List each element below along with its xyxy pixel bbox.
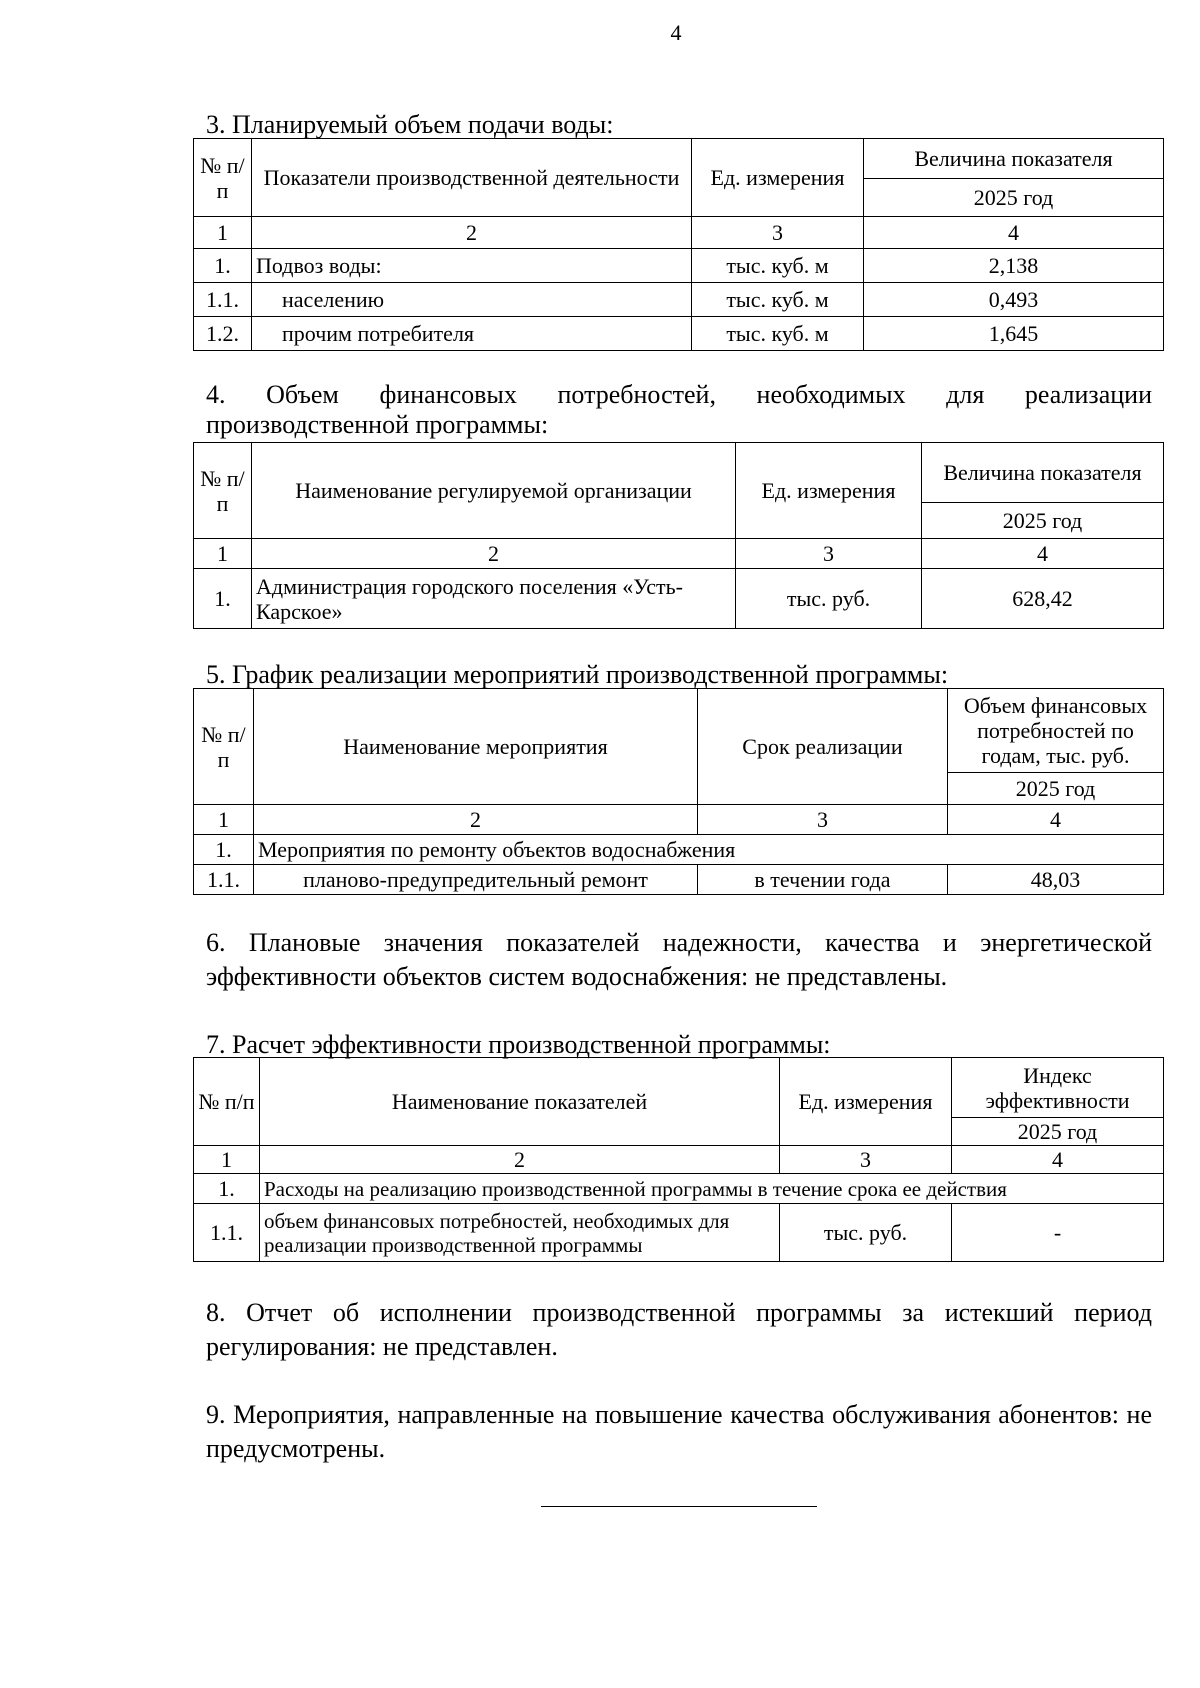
col-number: 3 xyxy=(780,1146,952,1174)
group-row-name: Мероприятия по ремонту объектов водоснабжения xyxy=(254,835,1164,865)
row-name: прочим потребителя xyxy=(252,317,692,351)
header-year: 2025 год xyxy=(922,503,1164,539)
row-name: планово-предупредительный ремонт xyxy=(254,865,698,895)
row-num: 1. xyxy=(194,835,254,865)
section5-heading: 5. График реализации мероприятий производственной программы: xyxy=(206,660,949,689)
header-value: Объем финансовых потребностей по годам, тыс. руб. xyxy=(948,689,1164,773)
table-row xyxy=(194,1204,1164,1262)
row-unit: тыс. руб. xyxy=(736,569,922,629)
row-num: 1. xyxy=(194,569,252,629)
row-num: 1.2. xyxy=(194,317,252,351)
col-number: 4 xyxy=(952,1146,1164,1174)
header-value: Индекс эффективности xyxy=(952,1058,1164,1118)
header-year: 2025 год xyxy=(948,773,1164,805)
section8-text: 8. Отчет об исполнении производственной программы за истекший период регулирования: не представлен. xyxy=(206,1298,1152,1361)
heading-word: реализации xyxy=(1024,380,1152,409)
section4-heading-line2: производственной программы: xyxy=(206,410,549,439)
efficiency-table xyxy=(193,1057,1164,1262)
table-row xyxy=(194,835,1164,865)
header-num: № п/п xyxy=(194,443,252,539)
col-number: 2 xyxy=(252,539,736,569)
row-unit: тыс. куб. м xyxy=(692,283,864,317)
row-num: 1.1. xyxy=(194,1204,260,1262)
table-row xyxy=(194,1174,1164,1204)
section4-heading xyxy=(206,380,1152,440)
table-row xyxy=(194,249,1164,283)
col-number: 2 xyxy=(254,805,698,835)
row-value: 48,03 xyxy=(948,865,1164,895)
table-row xyxy=(194,283,1164,317)
page-number: 4 xyxy=(670,20,682,45)
row-unit: тыс. куб. м xyxy=(692,249,864,283)
row-term: в течении года xyxy=(698,865,948,895)
row-value: 628,42 xyxy=(922,569,1164,629)
row-value: 2,138 xyxy=(864,249,1164,283)
header-num: № п/п xyxy=(194,1058,260,1146)
heading-word: необходимых xyxy=(756,380,906,409)
section6-text: 6. Плановые значения показателей надежности, качества и энергетической эффективности объектов систем водоснабжения: не представлены. xyxy=(206,928,1152,991)
table-row xyxy=(194,317,1164,351)
header-name: Наименование регулируемой организации xyxy=(252,443,736,539)
col-number: 3 xyxy=(736,539,922,569)
group-row-name: Расходы на реализацию производственной программы в течение срока ее действия xyxy=(260,1174,1164,1204)
col-number: 4 xyxy=(948,805,1164,835)
header-unit: Ед. измерения xyxy=(736,443,922,539)
row-num: 1.1. xyxy=(194,865,254,895)
heading-word: Объем xyxy=(266,380,339,409)
row-value: 1,645 xyxy=(864,317,1164,351)
row-num: 1. xyxy=(194,1174,260,1204)
header-term: Срок реализации xyxy=(698,689,948,805)
schedule-table xyxy=(193,688,1164,895)
heading-word: финансовых xyxy=(379,380,517,409)
col-number: 3 xyxy=(698,805,948,835)
header-value: Величина показателя xyxy=(922,443,1164,503)
header-value: Величина показателя xyxy=(864,139,1164,179)
row-name: объем финансовых потребностей, необходимых для реализации производственной программы xyxy=(260,1204,780,1262)
heading-word: потребностей, xyxy=(557,380,716,409)
table-row xyxy=(194,569,1164,629)
row-num: 1.1. xyxy=(194,283,252,317)
header-year: 2025 год xyxy=(864,179,1164,217)
col-number: 4 xyxy=(922,539,1164,569)
col-number: 1 xyxy=(194,1146,260,1174)
col-number: 1 xyxy=(194,805,254,835)
header-name: Наименование показателей xyxy=(260,1058,780,1146)
col-number: 1 xyxy=(194,539,252,569)
header-num: № п/п xyxy=(194,689,254,805)
financial-needs-table xyxy=(193,442,1164,629)
col-number: 4 xyxy=(864,217,1164,249)
row-value: - xyxy=(952,1204,1164,1262)
col-number: 3 xyxy=(692,217,864,249)
heading-word: 4. xyxy=(206,380,226,409)
header-unit: Ед. измерения xyxy=(692,139,864,217)
water-supply-table xyxy=(193,138,1164,351)
header-num: № п/п xyxy=(194,139,252,217)
header-unit: Ед. измерения xyxy=(780,1058,952,1146)
row-num: 1. xyxy=(194,249,252,283)
row-name: населению xyxy=(252,283,692,317)
col-number: 2 xyxy=(252,217,692,249)
header-name: Наименование мероприятия xyxy=(254,689,698,805)
col-number: 1 xyxy=(194,217,252,249)
row-name: Подвоз воды: xyxy=(252,249,692,283)
heading-word: для xyxy=(946,380,985,409)
header-name: Показатели производственной деятельности xyxy=(252,139,692,217)
row-name: Администрация городского поселения «Усть-Карское» xyxy=(252,569,736,629)
section9-text: 9. Мероприятия, направленные на повышение качества обслуживания абонентов: не предусмотрены. xyxy=(206,1400,1152,1463)
section3-heading: 3. Планируемый объем подачи воды: xyxy=(206,110,614,139)
header-year: 2025 год xyxy=(952,1118,1164,1146)
row-unit: тыс. куб. м xyxy=(692,317,864,351)
table-row xyxy=(194,865,1164,895)
row-value: 0,493 xyxy=(864,283,1164,317)
section7-heading: 7. Расчет эффективности производственной программы: xyxy=(206,1030,831,1059)
col-number: 2 xyxy=(260,1146,780,1174)
section4-heading-line1 xyxy=(206,380,1152,410)
closing-rule xyxy=(541,1506,817,1507)
row-unit: тыс. руб. xyxy=(780,1204,952,1262)
